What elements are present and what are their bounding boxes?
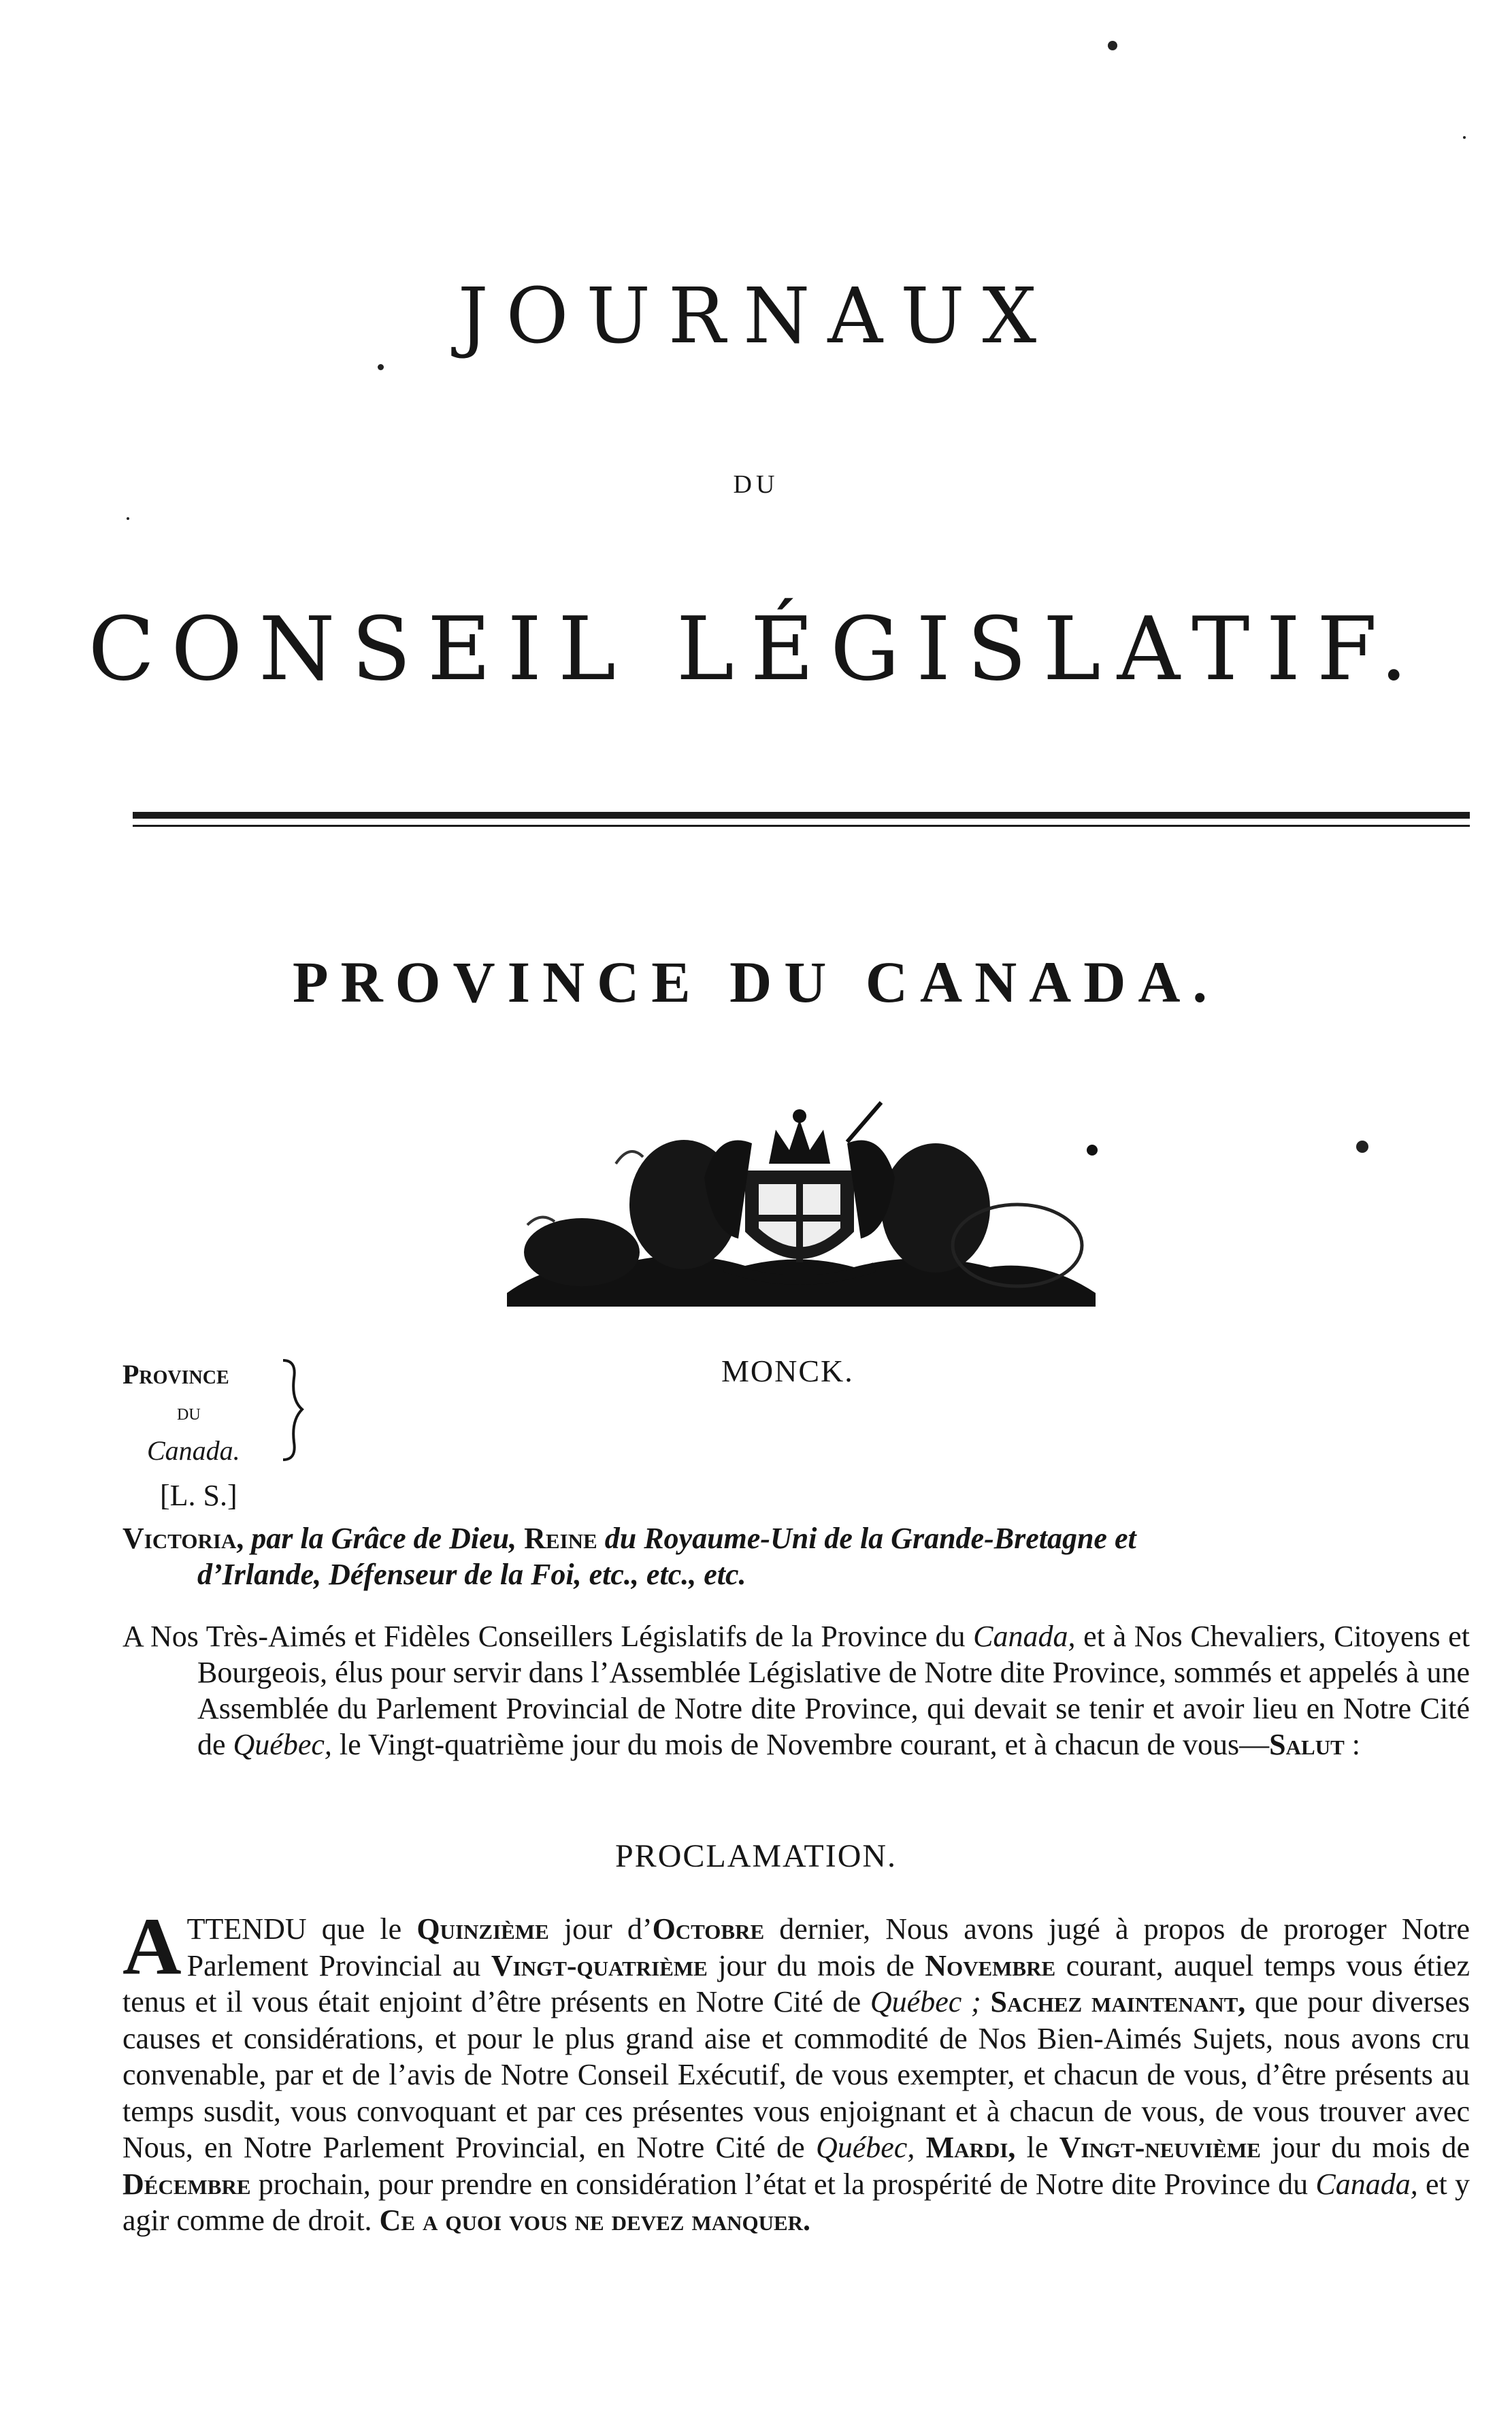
address-quebec: Québec, (233, 1728, 332, 1761)
side-note-canada: Canada. (147, 1435, 240, 1466)
speck (1463, 136, 1466, 139)
body-text: courant, auquel temps vous étiez tenus et il vous était enjoint d’être présents en Notre Cité de (122, 1948, 1470, 2018)
governor-signature: MONCK. (721, 1354, 854, 1388)
address-text: le Vingt-quatrième jour du mois de Novembre courant, et à chacun de vous— (331, 1728, 1270, 1761)
province-title: PROVINCE DU CANADA. (292, 949, 1220, 1015)
royal-style-line (122, 1520, 1470, 1592)
victoria-title-1: du Royaume-Uni de la Grande-Bretagne et (604, 1522, 1136, 1555)
curly-brace-icon (279, 1358, 306, 1463)
speck (1356, 1141, 1368, 1153)
body-smallcaps: Novembre (925, 1948, 1056, 1982)
body-text: jour du mois de (707, 1948, 925, 1982)
body-text: que pour diverses causes et considérations, et pour le plus grand aise et commodité de Nos Bien-Aimés Sujets, nous avons cru convenable, par et de l’avis de Notre Conseil Exécutif, de vous exempter, et chacun de vous, d’être présents au temps susdit, vous convoquant et par ces présentes vous enjoignant et à chacun de vous, de vous trouver avec Nous, en Notre Parlement Provincial, en Notre Cité de (122, 1985, 1470, 2164)
address-canada: Canada, (973, 1620, 1076, 1653)
body-italic: Québec ; (870, 1985, 981, 2018)
body-italic: Québec, (815, 2131, 915, 2164)
body-text: prochain, pour prendre en considération l’état et la prospérité de Notre dite Province du (250, 2167, 1316, 2201)
double-rule-thick (133, 812, 1470, 819)
body-smallcaps: Octobre (652, 1912, 765, 1946)
body-smallcaps: Vingt-quatrième (491, 1948, 708, 1982)
victoria-name: Victoria, (122, 1522, 244, 1555)
address-text: A Nos Très-Aimés et Fidèles Conseillers Législatifs de la Province du (122, 1620, 974, 1653)
seal-mark: [L. S.] (160, 1479, 237, 1512)
body-smallcaps: Mardi, (925, 2131, 1016, 2164)
address-salut: Salut (1269, 1728, 1345, 1761)
body-text: dernier, Nous avons jugé à propos de proroger Notre Parlement Provincial au (186, 1912, 1470, 1982)
address-text: et à Nos Chevaliers, Citoyens et Bourgeois, élus pour servir dans l’Assemblée Législative de Notre dite Province, sommés et appelés à une Assemblée du Parlement Provincial de Notre dite Province, qui devait se tenir et avoir lieu en Notre Cité de (197, 1620, 1470, 1761)
body-smallcaps: Vingt-neuvième (1059, 2131, 1261, 2164)
proclamation-body (122, 1901, 1470, 2239)
victoria-grace: par la Grâce de Dieu, (251, 1522, 517, 1555)
royal-coat-of-arms-icon (500, 1089, 1102, 1313)
proclamation-heading: PROCLAMATION. (614, 1838, 898, 1874)
body-smallcaps: Sachez maintenant, (990, 1985, 1246, 2018)
speck (1108, 41, 1117, 50)
side-note-province: Province (122, 1359, 229, 1390)
drop-cap: A (122, 1901, 182, 1991)
title-connector: DU (733, 470, 779, 499)
address-text: : (1344, 1728, 1361, 1761)
side-note-du: du (177, 1400, 201, 1425)
body-text: jour du mois de (1260, 2131, 1470, 2164)
body-italic: Canada, (1315, 2167, 1418, 2201)
double-rule-thin (133, 825, 1470, 827)
body-smallcaps: Décembre (122, 2167, 251, 2201)
journal-title: JOURNAUX (457, 272, 1055, 361)
speck (378, 364, 384, 370)
body-closing: Ce a quoi vous ne devez manquer. (379, 2204, 811, 2237)
body-text: et y agir comme de droit. (122, 2167, 1470, 2237)
victoria-title-2: d’Irlande, Défenseur de la Foi, etc., etc., etc. (197, 1558, 746, 1591)
body-text (981, 1985, 991, 2018)
victoria-reine: Reine (524, 1522, 597, 1555)
body-text: le (1015, 2131, 1059, 2164)
address-paragraph (122, 1618, 1470, 1763)
body-text: jour d’ (548, 1912, 653, 1946)
council-title: CONSEIL LÉGISLATIF. (88, 599, 1424, 700)
body-text (915, 2131, 925, 2164)
body-text: TTENDU que le (186, 1912, 417, 1946)
speck (127, 517, 129, 520)
body-smallcaps: Quinzième (416, 1912, 549, 1946)
